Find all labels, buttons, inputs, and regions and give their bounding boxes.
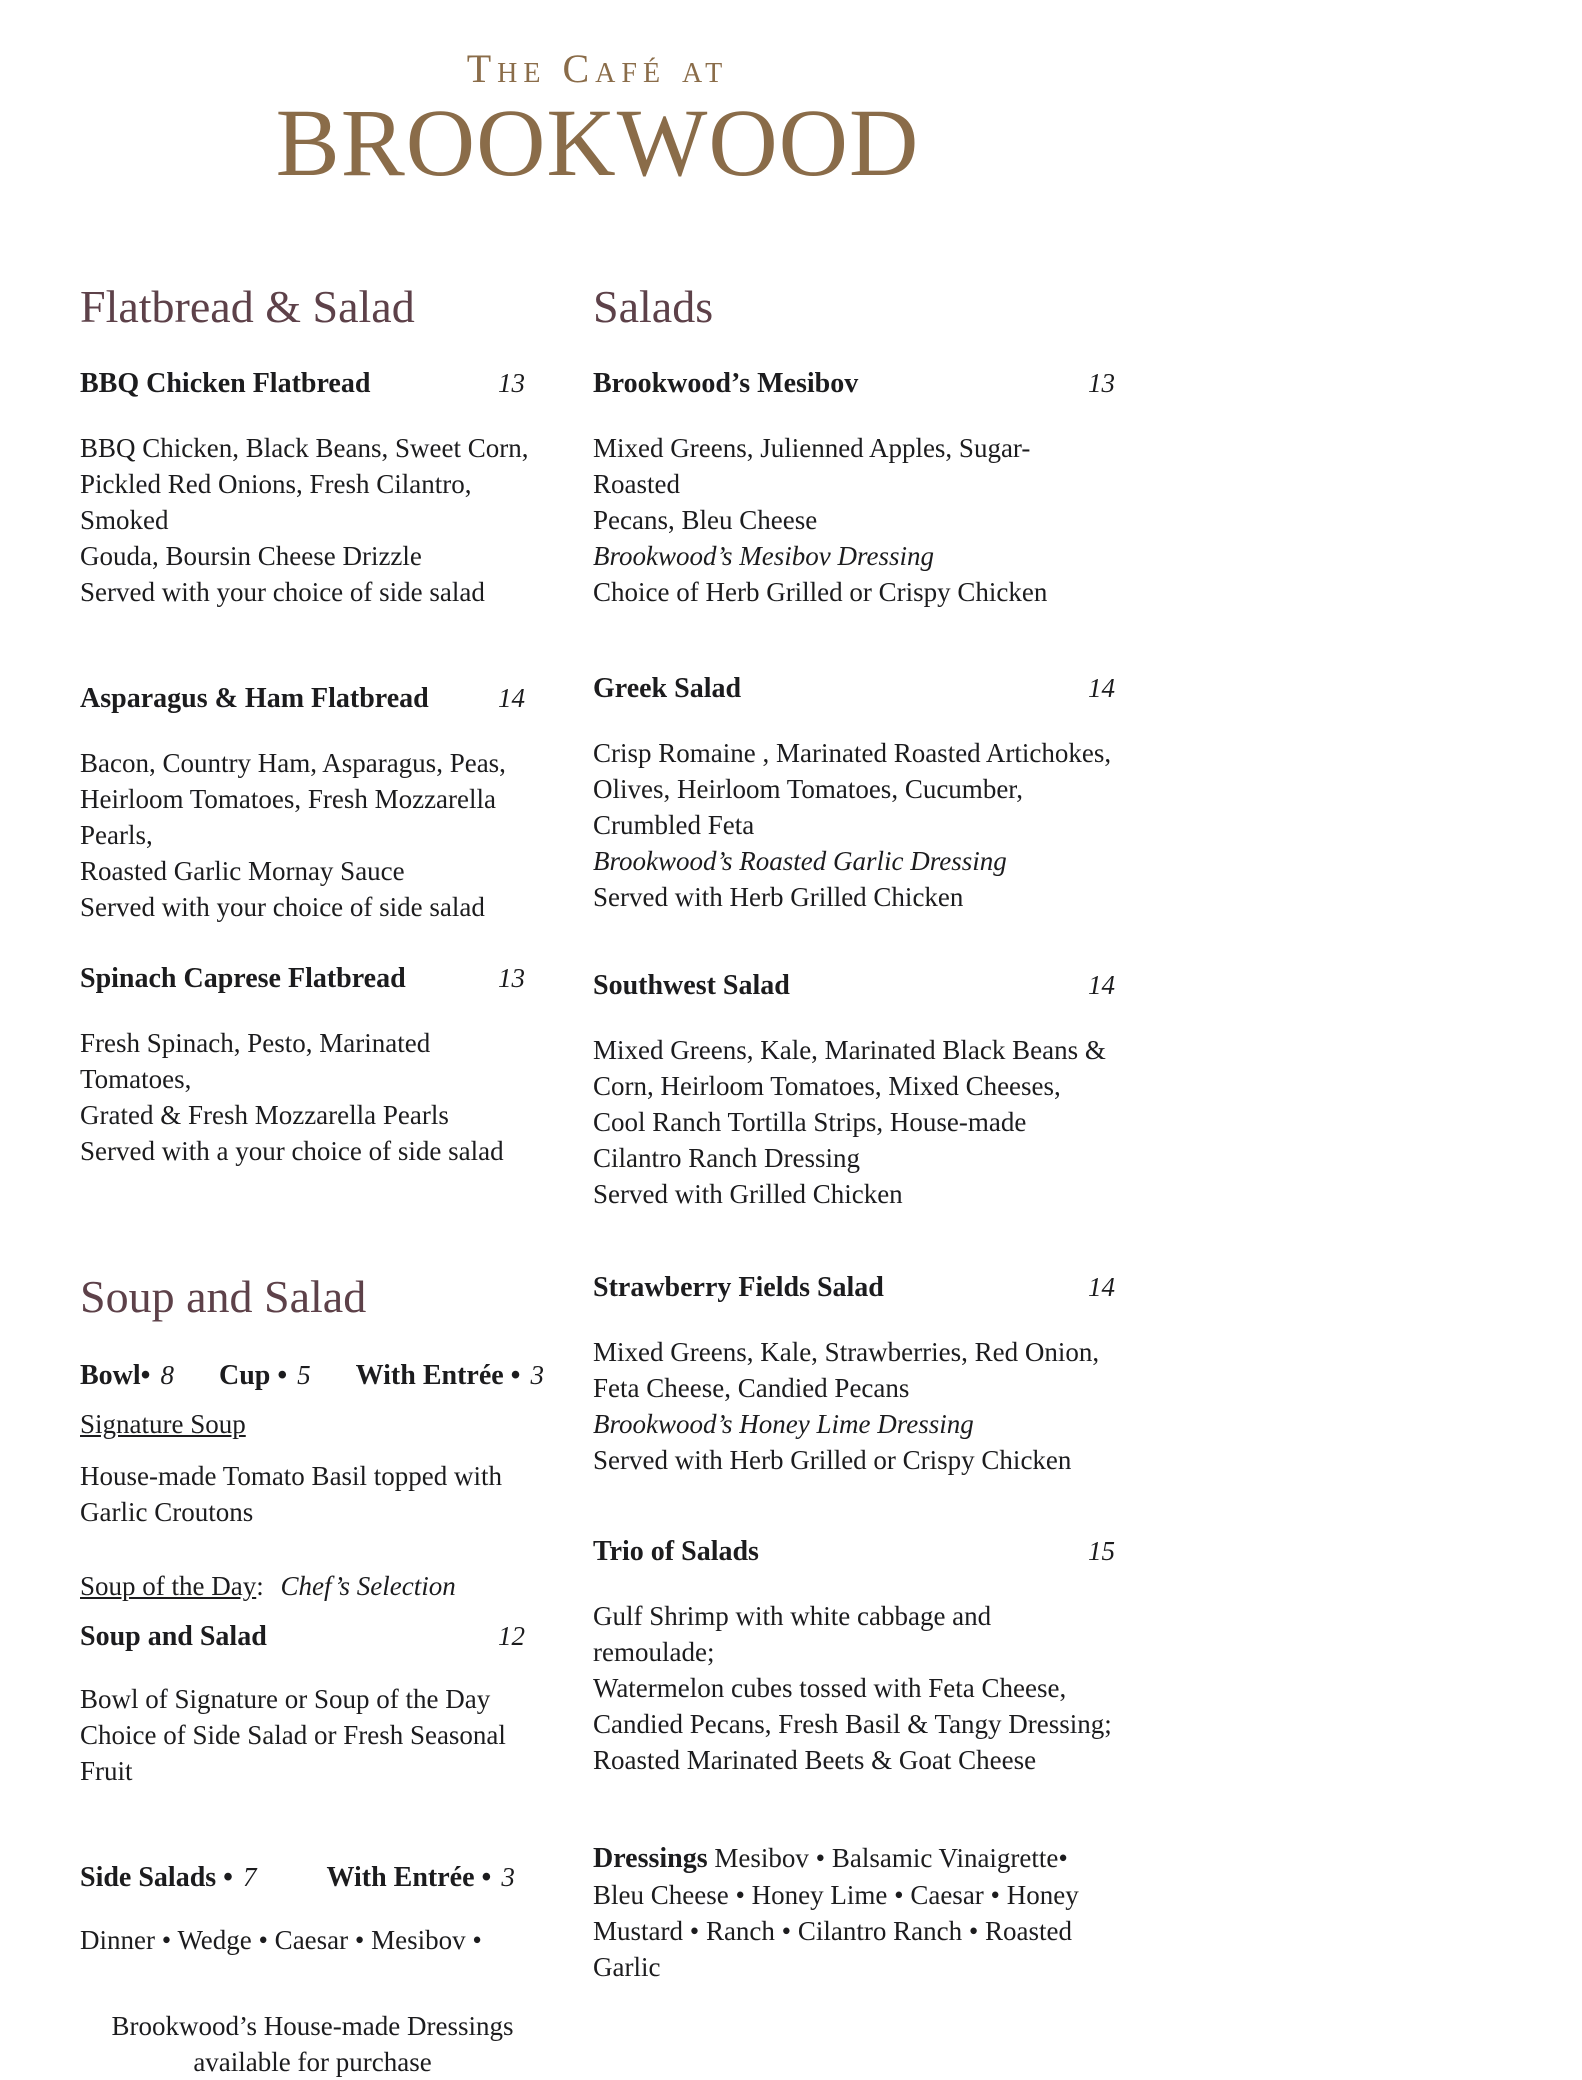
- soup-price-options: [80, 1355, 545, 1396]
- menu-item-asparagus-ham-flatbread: [80, 680, 545, 925]
- desc-line-dressing: Brookwood’s Mesibov Dressing: [593, 541, 934, 571]
- item-price: 15: [1088, 1536, 1115, 1566]
- desc-line: Roasted Garlic Mornay Sauce: [80, 856, 405, 886]
- desc-line-dressing: Brookwood’s Honey Lime Dressing: [593, 1409, 974, 1439]
- desc-line: Heirloom Tomatoes, Fresh Mozzarella Pearls,: [80, 784, 496, 850]
- desc-line: Crisp Romaine , Marinated Roasted Artichokes,: [593, 738, 1112, 768]
- item-description: [593, 430, 1115, 610]
- item-description: [80, 1025, 545, 1169]
- desc-line: Mixed Greens, Julienned Apples, Sugar-Roasted: [593, 433, 1031, 499]
- item-name-row: [80, 365, 545, 402]
- dressings-list: [593, 1840, 1115, 1985]
- menu-item-strawberry-fields-salad: [593, 1269, 1115, 1478]
- item-description: [80, 1681, 545, 1789]
- desc-line: Cilantro Ranch Dressing: [593, 1143, 860, 1173]
- side-salads-label: Side Salads •: [80, 1862, 233, 1893]
- desc-line: Fresh Spinach, Pesto, Marinated Tomatoes,: [80, 1028, 431, 1094]
- restaurant-logo: [80, 45, 1115, 196]
- item-price: 14: [498, 683, 525, 713]
- item-name-row: [593, 365, 1115, 402]
- soup-of-the-day-colon: :: [256, 1571, 264, 1601]
- menu-item-bbq-chicken-flatbread: [80, 365, 545, 610]
- item-name-row: [593, 1533, 1115, 1570]
- desc-line: Served with a your choice of side salad: [80, 1136, 504, 1166]
- desc-line: Roasted Marinated Beets & Goat Cheese: [593, 1745, 1037, 1775]
- desc-line: Grated & Fresh Mozzarella Pearls: [80, 1100, 449, 1130]
- side-salads-row: [80, 1859, 545, 1896]
- desc-line-dressing: Brookwood’s Roasted Garlic Dressing: [593, 846, 1007, 876]
- item-name: Asparagus & Ham Flatbread: [80, 683, 429, 714]
- desc-line: Watermelon cubes tossed with Feta Cheese,: [593, 1673, 1067, 1703]
- price-option-value: 5: [297, 1360, 311, 1390]
- desc-line: Cool Ranch Tortilla Strips, House-made: [593, 1107, 1027, 1137]
- menu-item-greek-salad: [593, 670, 1115, 915]
- item-name-row: [593, 1269, 1115, 1306]
- item-name-row: [80, 680, 545, 717]
- price-option-label: With Entrée •: [355, 1360, 521, 1391]
- item-name: Trio of Salads: [593, 1536, 759, 1567]
- item-description: [80, 745, 545, 925]
- desc-line: Candied Pecans, Fresh Basil & Tangy Dressing;: [593, 1709, 1112, 1739]
- item-name: Southwest Salad: [593, 970, 790, 1001]
- desc-line: Mixed Greens, Kale, Strawberries, Red Onion,: [593, 1337, 1100, 1367]
- desc-line: Bowl of Signature or Soup of the Day: [80, 1684, 491, 1714]
- menu-item-soup-and-salad: [80, 1618, 545, 1789]
- left-column: [80, 279, 545, 2080]
- desc-line: Pickled Red Onions, Fresh Cilantro, Smoked: [80, 469, 472, 535]
- item-name: Brookwood’s Mesibov: [593, 368, 859, 399]
- desc-line: Choice of Side Salad or Fresh Seasonal Fruit: [80, 1720, 506, 1786]
- price-option-value: 8: [160, 1360, 174, 1390]
- item-price: 14: [1088, 970, 1115, 1000]
- desc-line: Feta Cheese, Candied Pecans: [593, 1373, 910, 1403]
- desc-line: Bacon, Country Ham, Asparagus, Peas,: [80, 748, 506, 778]
- logo-tagline: The Café at: [466, 46, 729, 91]
- side-salads-value: 7: [242, 1862, 257, 1892]
- menu-item-trio-of-salads: [593, 1533, 1115, 1778]
- item-name-row: [80, 960, 545, 997]
- desc-line: Served with your choice of side salad: [80, 892, 485, 922]
- menu-item-southwest-salad: [593, 967, 1115, 1212]
- right-column: [593, 279, 1115, 1985]
- item-description: [80, 430, 545, 610]
- price-option-value: 3: [530, 1360, 544, 1390]
- item-description: [593, 735, 1115, 915]
- item-name: Strawberry Fields Salad: [593, 1272, 884, 1303]
- item-description: [593, 1598, 1115, 1778]
- desc-line: Served with Grilled Chicken: [593, 1179, 903, 1209]
- price-option-bowl: [80, 1355, 174, 1396]
- desc-line: Pecans, Bleu Cheese: [593, 505, 818, 535]
- price-option-label: Bowl•: [80, 1360, 151, 1391]
- desc-line: Garlic Croutons: [80, 1497, 254, 1527]
- soup-of-the-day-label: Soup of the Day: [80, 1571, 257, 1601]
- menu-item-brookwoods-mesibov: [593, 365, 1115, 610]
- desc-line: Served with Herb Grilled Chicken: [593, 882, 964, 912]
- desc-line: Served with your choice of side salad: [80, 577, 485, 607]
- logo-name: BROOKWOOD: [275, 89, 920, 196]
- desc-line: Olives, Heirloom Tomatoes, Cucumber,: [593, 774, 1023, 804]
- soup-of-the-day-line: [80, 1568, 545, 1604]
- item-description: [593, 1334, 1115, 1478]
- signature-soup-label: Signature Soup: [80, 1409, 246, 1439]
- desc-line: House-made Tomato Basil topped with: [80, 1461, 503, 1491]
- desc-line: Gouda, Boursin Cheese Drizzle: [80, 541, 422, 571]
- side-salad-options: Dinner • Wedge • Caesar • Mesibov •: [80, 1925, 482, 1955]
- item-price: 14: [1088, 673, 1115, 703]
- price-option-with-entree: [356, 1355, 544, 1396]
- item-name: Soup and Salad: [80, 1621, 267, 1652]
- price-option-cup: [219, 1355, 311, 1396]
- note-line: Brookwood’s House-made Dressings: [111, 2011, 514, 2041]
- dressings-options: Mesibov • Balsamic Vinaigrette• Bleu Cheese • Honey Lime • Caesar • Honey Mustard • Ranch • Cilantro Ranch • Roasted Garlic: [593, 1843, 1079, 1982]
- side-salads-price: [80, 1859, 256, 1896]
- dressings-purchase-note: [80, 2008, 545, 2080]
- section-soup-and-salad: [80, 1269, 545, 2080]
- desc-line: BBQ Chicken, Black Beans, Sweet Corn,: [80, 433, 529, 463]
- dressings-label: Dressings: [593, 1843, 708, 1874]
- signature-soup-description: [80, 1458, 545, 1530]
- with-entree-label: With Entrée •: [326, 1862, 492, 1893]
- menu-item-spinach-caprese-flatbread: [80, 960, 545, 1169]
- side-salads-with-entree-price: [326, 1859, 514, 1896]
- item-name: Spinach Caprese Flatbread: [80, 963, 406, 994]
- item-price: 12: [498, 1621, 525, 1651]
- section-heading-salads: Salads: [593, 281, 714, 332]
- item-name-row: [593, 967, 1115, 1004]
- section-heading-flatbread-salad: Flatbread & Salad: [80, 281, 415, 332]
- item-price: 13: [1088, 368, 1115, 398]
- item-price: 13: [498, 963, 525, 993]
- desc-line: Served with Herb Grilled or Crispy Chicken: [593, 1445, 1072, 1475]
- note-line: available for purchase: [193, 2047, 432, 2077]
- with-entree-value: 3: [501, 1862, 515, 1892]
- item-price: 14: [1088, 1272, 1115, 1302]
- item-description: [593, 1032, 1115, 1212]
- desc-line: Mixed Greens, Kale, Marinated Black Beans &: [593, 1035, 1106, 1065]
- soup-of-the-day-value: Chef’s Selection: [280, 1571, 456, 1601]
- item-name-row: [80, 1618, 545, 1655]
- section-heading-soup-and-salad: Soup and Salad: [80, 1271, 367, 1322]
- desc-line: Crumbled Feta: [593, 810, 755, 840]
- price-option-label: Cup •: [218, 1360, 288, 1391]
- item-name-row: [593, 670, 1115, 707]
- menu-columns: [80, 279, 1115, 2080]
- item-name: Greek Salad: [593, 673, 742, 704]
- item-name: BBQ Chicken Flatbread: [80, 368, 371, 399]
- desc-line: Corn, Heirloom Tomatoes, Mixed Cheeses,: [593, 1071, 1061, 1101]
- desc-line: Gulf Shrimp with white cabbage and remoulade;: [593, 1601, 992, 1667]
- item-price: 13: [498, 368, 525, 398]
- desc-line: Choice of Herb Grilled or Crispy Chicken: [593, 577, 1048, 607]
